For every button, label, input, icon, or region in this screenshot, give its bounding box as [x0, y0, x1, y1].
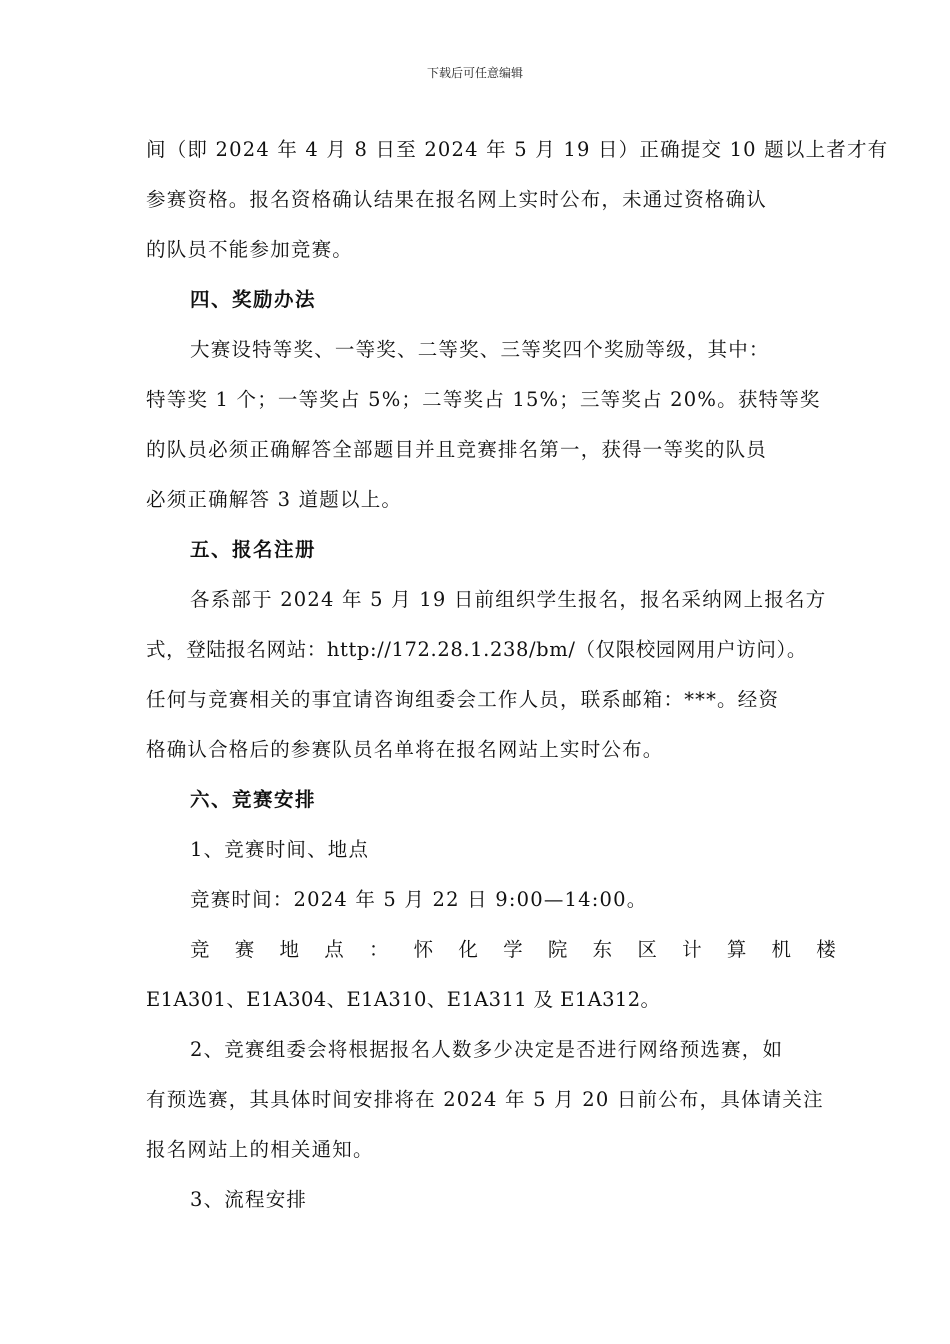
subsection-heading-process: 3、流程安排	[190, 1188, 308, 1211]
competition-rooms: E1A301、E1A304、E1A310、E1A311 及 E1A312。	[146, 988, 661, 1011]
paragraph-line: 各系部于 2024 年 5 月 19 日前组织学生报名，报名采纳网上报名方	[190, 588, 827, 611]
place-char: 怀	[413, 938, 434, 961]
paragraph-line: 特等奖 1 个；一等奖占 5%；二等奖占 15%；三等奖占 20%。获特等奖	[146, 388, 821, 411]
place-char: 点	[324, 938, 344, 961]
place-char: ：	[368, 938, 389, 961]
competition-place-line	[190, 937, 836, 963]
section-heading-rewards: 四、奖励办法	[190, 288, 317, 311]
paragraph-line: 的队员不能参加竞赛。	[146, 238, 354, 261]
page-header: 下载后可任意编辑	[426, 66, 523, 80]
place-char: 计	[682, 938, 702, 961]
paragraph-line: 必须正确解答 3 道题以上。	[146, 488, 403, 511]
place-char: 地	[279, 938, 299, 961]
paragraph-line: 有预选赛，其具体时间安排将在 2024 年 5 月 20 日前公布，具体请关注	[146, 1088, 824, 1111]
section-heading-schedule: 六、竞赛安排	[190, 788, 317, 811]
place-char: 院	[547, 938, 568, 961]
place-char: 化	[458, 938, 478, 961]
paragraph-line: 参赛资格。报名资格确认结果在报名网上实时公布，未通过资格确认	[146, 188, 768, 211]
section-heading-registration: 五、报名注册	[190, 538, 317, 561]
place-char: 学	[503, 938, 523, 961]
paragraph-line-url: 式，登陆报名网站：http://172.28.1.238/bm/（仅限校园网用户访问）。	[146, 638, 807, 661]
place-char: 楼	[816, 938, 836, 961]
paragraph-line: 大赛设特等奖、一等奖、二等奖、三等奖四个奖励等级，其中：	[190, 338, 770, 361]
place-char: 竞	[190, 938, 210, 961]
paragraph-line: 2、竞赛组委会将根据报名人数多少决定是否进行网络预选赛，如	[190, 1038, 784, 1061]
place-char: 机	[771, 938, 792, 961]
subsection-heading-time-place: 1、竞赛时间、地点	[190, 838, 370, 861]
place-char: 东	[592, 938, 613, 961]
paragraph-line: 间（即 2024 年 4 月 8 日至 2024 年 5 月 19 日）正确提交 10 题以上者才有	[146, 138, 889, 161]
paragraph-line: 格确认合格后的参赛队员名单将在报名网站上实时公布。	[146, 738, 664, 761]
place-char: 赛	[234, 938, 255, 961]
place-char: 区	[637, 938, 657, 961]
paragraph-line: 报名网站上的相关通知。	[146, 1138, 374, 1161]
competition-time: 竞赛时间：2024 年 5 月 22 日 9:00—14:00。	[190, 888, 648, 911]
place-char: 算	[726, 938, 747, 961]
paragraph-line: 的队员必须正确解答全部题目并且竞赛排名第一，获得一等奖的队员	[146, 438, 768, 461]
paragraph-line: 任何与竞赛相关的事宜请咨询组委会工作人员，联系邮箱：***。经资	[146, 688, 780, 711]
